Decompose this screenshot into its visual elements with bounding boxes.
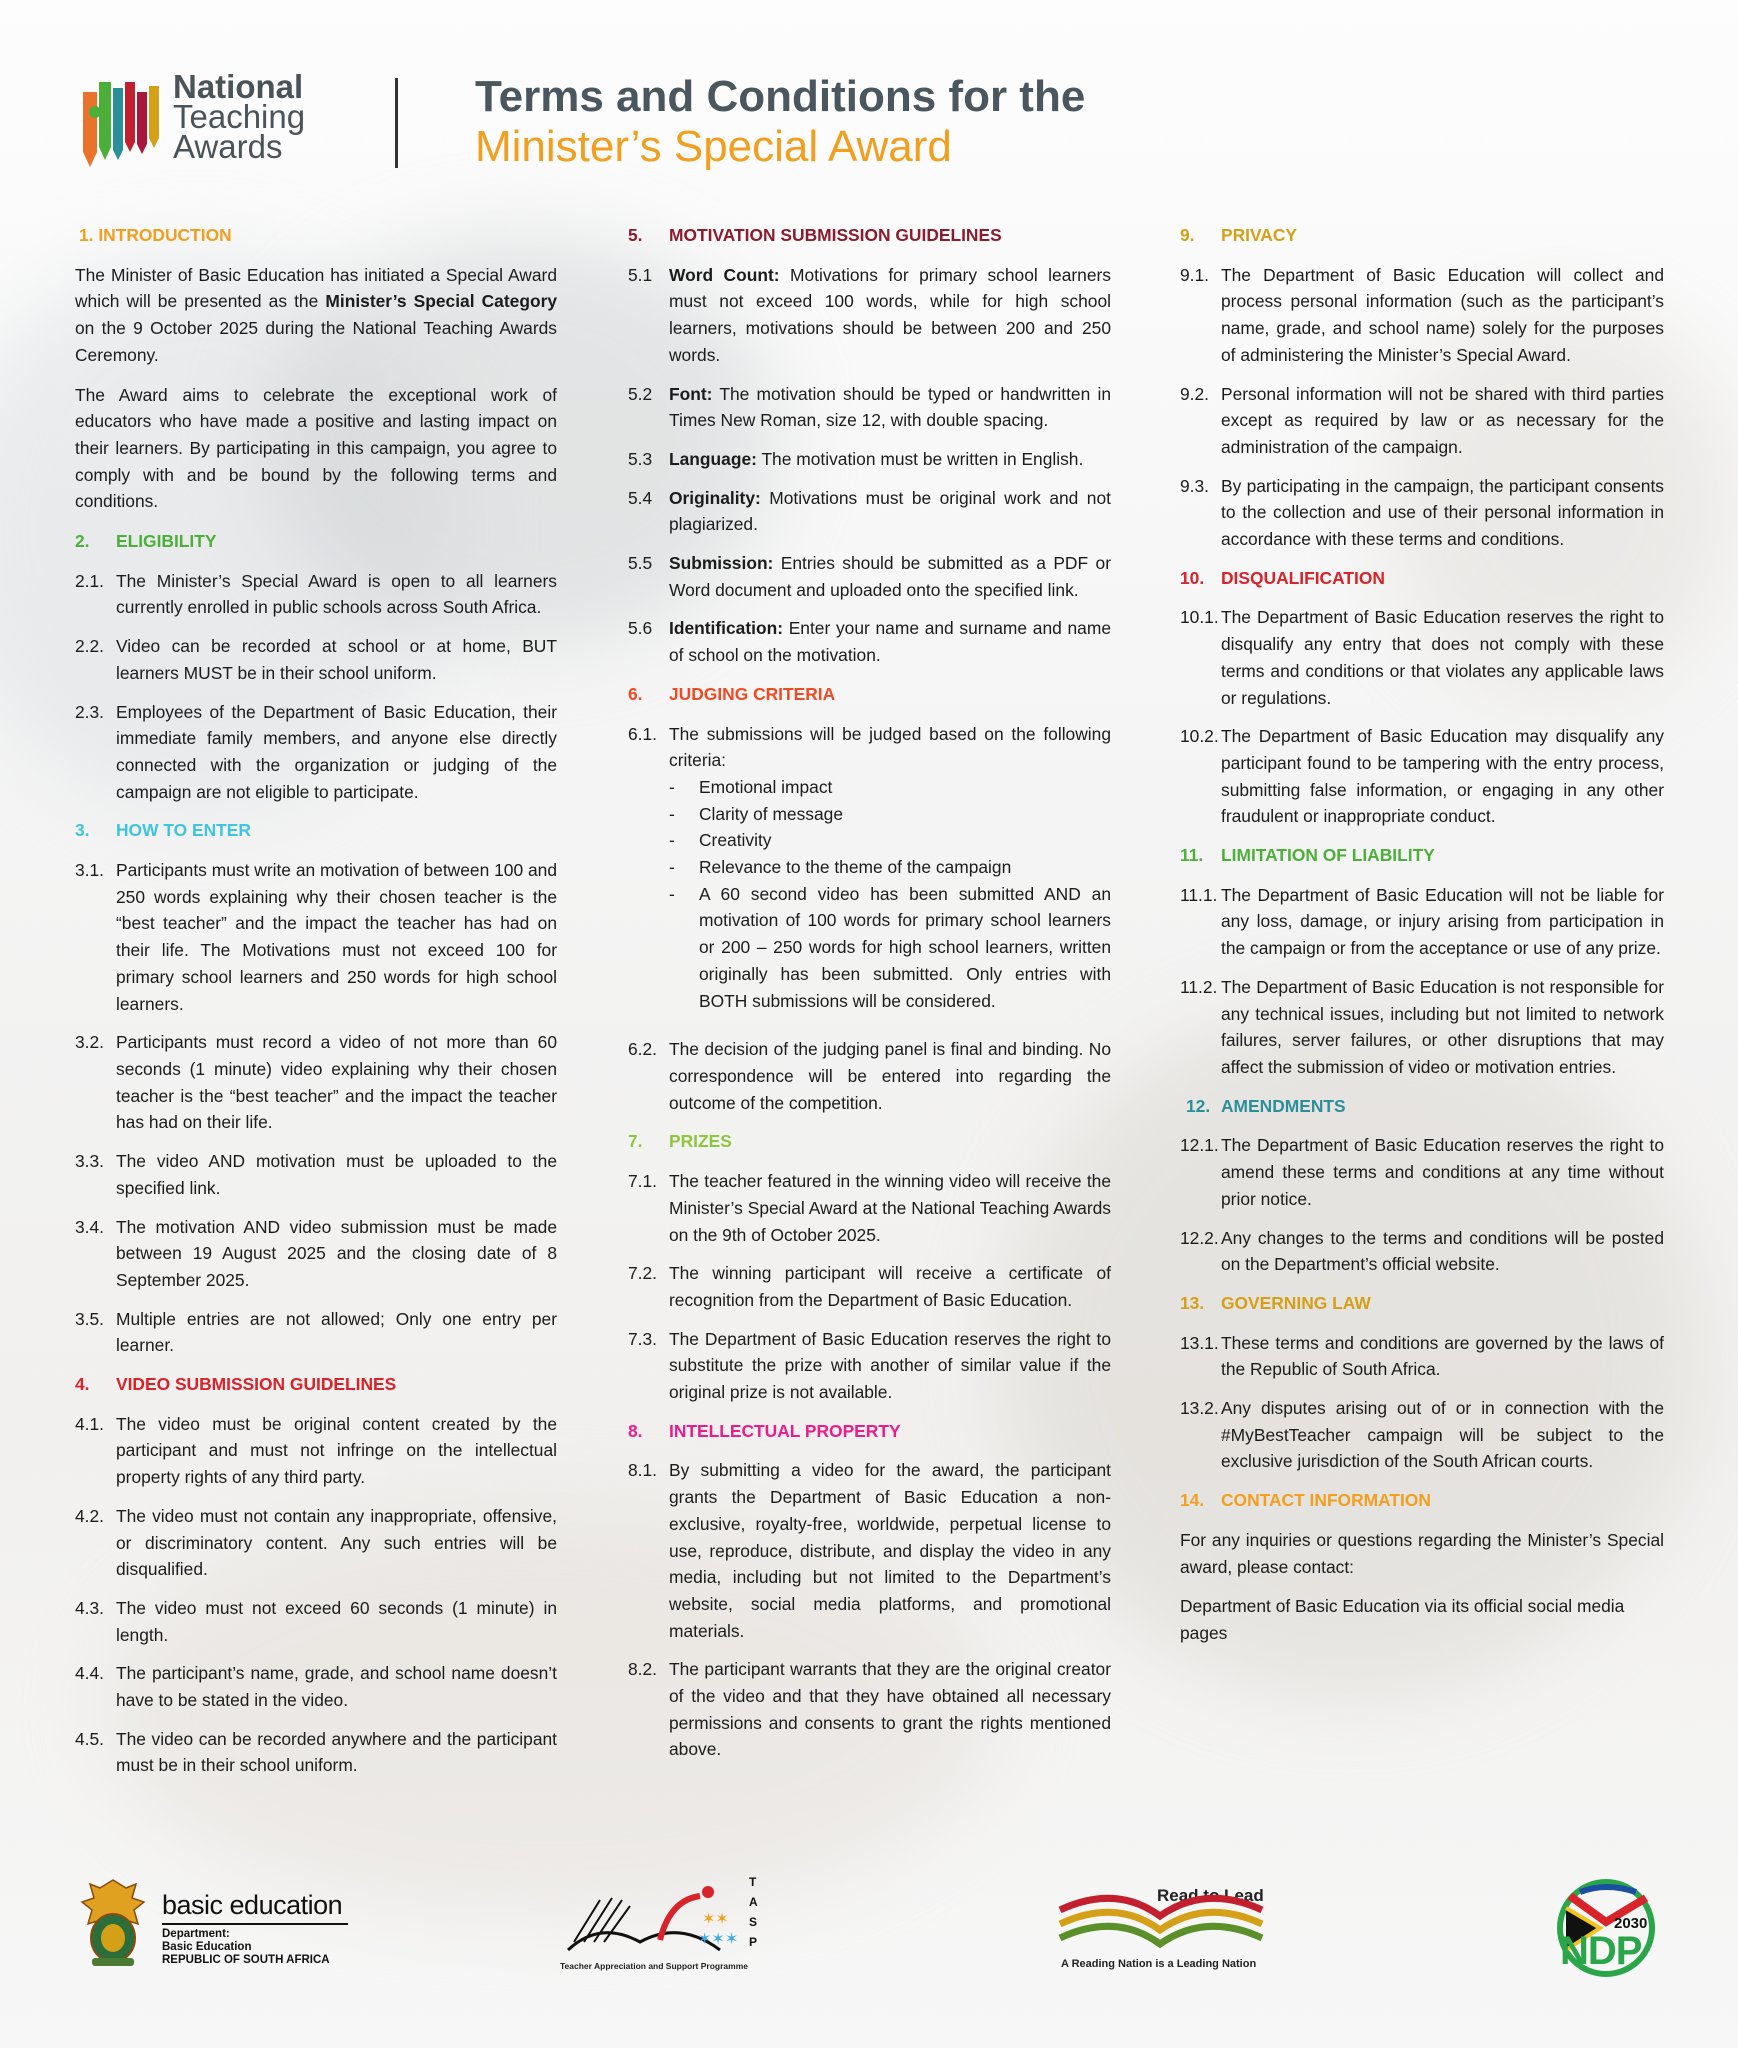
list-item: 3.5. Multiple entries are not allowed; Only one entry per learner. (75, 1308, 557, 1356)
list-item: 4.3. The video must not exceed 60 seconds (1 minute) in length. (75, 1597, 557, 1645)
section-heading-disqualification: 10. DISQUALIFICATION (1180, 567, 1385, 588)
list-item: 4.5. The video can be recorded anywhere and the participant must be in their school uniform. (75, 1728, 557, 1776)
list-item: 3.4. The motivation AND video submission must be made between 19 August 2025 and the closing date of 8 September 2025. (75, 1216, 557, 1290)
list-item: 5.5 Submission: Entries should be submitted as a PDF or Word document and uploaded onto the specified link. (628, 553, 1111, 600)
intro-paragraph-1: The Minister of Basic Education has initiated a Special Award which will be presented as the Minister’s Special Category on the 9 October 2025 during the National Teaching Awards Ceremony. (75, 264, 558, 365)
list-item: 2.3. Employees of the Department of Basic Education, their immediate family members, and anyone else directly connected with the organization or judging of the campaign are not eligible to participate. (75, 701, 557, 802)
tasp-caption: Teacher Appreciation and Support Programme (560, 1961, 748, 1971)
read-to-lead-title: Read to Lead (1157, 1886, 1264, 1905)
list-item: 5.3 Language: The motivation must be written in English. (628, 448, 1084, 469)
list-item: 11.2. The Department of Basic Education is not responsible for any technical issues, including but not limited to network failures, server failures, or other disruptions that may affect the submission of video or motivation entries. (1180, 976, 1664, 1077)
list-item: 6.1. The submissions will be judged based on the following criteria: - Emotional impact - Clarity of message - Creativity - Relevance to the theme of the campaign - A 60 second video has been submitted AND an motivation of 100 words for primary school learners or 200 – 250 words for high school learners, written originally has been submitted. Only entries with BOTH submissions will be considered. (628, 721, 1111, 1015)
list-item: 12.2. Any changes to the terms and conditions will be posted on the Department’s official website. (1180, 1227, 1664, 1275)
list-item: 11.1. The Department of Basic Education will not be liable for any loss, damage, or injury arising from participation in the campaign or from the acceptance or use of any prize. (1180, 884, 1664, 959)
section-heading-contact: 14. CONTACT INFORMATION (1180, 1490, 1431, 1511)
list-item: 3.2. Participants must record a video of not more than 60 seconds (1 minute) video explaining why their chosen teacher is the “best teacher” and the impact the teacher has had on their life. (75, 1032, 557, 1133)
list-item: 9.1. The Department of Basic Education will collect and process personal information (such as the participant’s name, grade, and school name) solely for the purposes of administering the Minister’s Special Award. (1180, 264, 1664, 365)
criteria-item: - Clarity of message (669, 803, 844, 824)
list-item: 7.2. The winning participant will receive a certificate of recognition from the Department of Basic Education. (628, 1263, 1111, 1310)
section-heading-liability: 11. LIMITATION OF LIABILITY (1180, 845, 1435, 866)
page-subtitle: Minister’s Special Award (475, 122, 952, 171)
section-heading-prizes: 7. PRIZES (628, 1131, 732, 1152)
read-to-lead-caption: A Reading Nation is a Leading Nation (1061, 1958, 1257, 1970)
list-item: 8.2. The participant warrants that they are the original creator of the video and that they have obtained all necessary permissions and consents to grant the rights mentioned above. (628, 1659, 1111, 1760)
list-item: 12.1. The Department of Basic Education reserves the right to amend these terms and conditions at any time without prior notice. (1180, 1135, 1664, 1209)
svg-text:✶✶: ✶✶ (702, 1909, 729, 1928)
list-item: 4.2. The video must not contain any inappropriate, offensive, or discriminatory content. Any such entries will be disqualified. (75, 1505, 557, 1580)
tasp-book-icon (560, 1880, 740, 1960)
criteria-item: - A 60 second video has been submitted AND an motivation of 100 words for primary school learners or 200 – 250 words for high school learners, written originally has been submitted. Only entries with BOTH submissions will be considered. (669, 883, 1111, 1011)
column-1 (75, 222, 557, 1791)
dbe-logo-text: Department: Basic Education REPUBLIC OF SOUTH AFRICA (162, 1928, 330, 1966)
list-item: 7.1. The teacher featured in the winning video will receive the Minister’s Special Award at the National Teaching Awards on the 9th of October 2025. (628, 1171, 1111, 1245)
logo-awards: Awards (173, 128, 283, 165)
list-item: 5.4 Originality: Motivations must be original work and not plagiarized. (628, 487, 1111, 535)
dbe-logo-title: basic education (162, 1890, 343, 1920)
criteria-item: - Relevance to the theme of the campaign (669, 857, 1012, 878)
criteria-item: - Creativity (669, 830, 772, 851)
contact-paragraph-1: For any inquiries or questions regarding the Minister’s Special award, please contact: (1180, 1529, 1664, 1577)
list-item: 5.1 Word Count: Motivations for primary school learners must not exceed 100 words, while for high school learners, motivations should be between 200 and 250 words. (628, 264, 1111, 365)
svg-text:✶✶✶: ✶✶✶ (698, 1929, 739, 1948)
list-item: 9.3. By participating in the campaign, the participant consents to the collection and use of their personal information in accordance with these terms and conditions. (1180, 475, 1664, 550)
list-item: 4.1. The video must be original content created by the participant and must not infringe on the intellectual property rights of any third party. (75, 1413, 557, 1488)
pencils-icon (75, 52, 165, 172)
section-heading-motivation-guidelines: 5. MOTIVATION SUBMISSION GUIDELINES (628, 225, 1002, 245)
list-item: 5.2 Font: The motivation should be typed or handwritten in Times New Roman, size 12, with double spacing. (628, 383, 1111, 431)
section-heading-how-to-enter: 3. HOW TO ENTER (75, 820, 251, 841)
list-item: 7.3. The Department of Basic Education reserves the right to substitute the prize with another of similar value if the original prize is not available. (628, 1328, 1111, 1403)
coat-of-arms-icon (74, 1876, 152, 1968)
section-heading-privacy: 9. PRIVACY (1180, 225, 1298, 245)
list-item: 8.1. By submitting a video for the award, the participant grants the Department of Basic Education a non-exclusive, royalty-free, worldwide, perpetual license to use, reproduce, distribute, and display the video in any media, including but not limited to the Department’s website, social media platforms, and promotional materials. (628, 1460, 1111, 1641)
column-2 (628, 222, 1111, 1775)
header-divider (395, 78, 398, 168)
list-item: 6.2. The decision of the judging panel is final and binding. No correspondence will be entered into regarding the outcome of the competition. (628, 1039, 1111, 1113)
list-item: 10.1. The Department of Basic Education reserves the right to disqualify any entry that does not comply with these terms and conditions or that violates any applicable laws or regulations. (1180, 607, 1664, 708)
national-teaching-awards-logo (75, 52, 395, 172)
section-heading-video-guidelines: 4. VIDEO SUBMISSION GUIDELINES (75, 1374, 397, 1395)
page-title: Terms and Conditions for the (475, 72, 1086, 121)
list-item: 9.2. Personal information will not be shared with third parties except as required by law or as necessary for the administration of the campaign. (1180, 383, 1664, 457)
tasp-letters: T A S P (749, 1875, 758, 1949)
intro-paragraph-2: The Award aims to celebrate the exceptional work of educators who have made a positive and lasting impact on their learners. By participating in this campaign, you agree to comply with and be bound by the following terms and conditions. (75, 384, 557, 512)
section-heading-intellectual-property: 8. INTELLECTUAL PROPERTY (628, 1420, 901, 1441)
list-item: 5.6 Identification: Enter your name and surname and name of school on the motivation. (628, 618, 1111, 666)
column-3 (1180, 222, 1664, 1660)
section-heading-judging-criteria: 6. JUDGING CRITERIA (628, 683, 836, 704)
read-to-lead-book-icon (1056, 1880, 1266, 1958)
list-item: 4.4. The participant’s name, grade, and school name doesn’t have to be stated in the video. (75, 1663, 557, 1711)
contact-paragraph-2: Department of Basic Education via its official social media pages (1180, 1596, 1625, 1643)
section-heading-governing-law: 13. GOVERNING LAW (1180, 1292, 1371, 1313)
logo-teaching: Teaching (173, 98, 306, 135)
criteria-item: - Emotional impact (669, 776, 833, 797)
list-item: 13.2. Any disputes arising out of or in connection with the #MyBestTeacher campaign will be subject to the exclusive jurisdiction of the South African courts. (1180, 1398, 1664, 1472)
list-item: 13.1. These terms and conditions are governed by the laws of the Republic of South Africa. (1180, 1332, 1664, 1380)
section-heading-introduction: 1. INTRODUCTION (79, 225, 232, 245)
logo-national: National (173, 68, 304, 105)
dbe-logo-rule (162, 1923, 348, 1925)
list-item: 10.2. The Department of Basic Education may disqualify any participant found to be tampering with the entry process, submitting false information, or engaging in any other fraudulent or inappropriate conduct. (1180, 726, 1664, 827)
section-heading-amendments: 12. AMENDMENTS (1186, 1095, 1346, 1116)
list-item: 3.1. Participants must write an motivation of between 100 and 250 words explaining why their chosen teacher is the “best teacher” and the impact the teacher has had on their life. The Motivations must not exceed 100 for primary school learners and 250 words for high school learners. (75, 860, 557, 1014)
list-item: 2.1. The Minister’s Special Award is open to all learners currently enrolled in public schools across South Africa. (75, 570, 557, 618)
list-item: 2.2. Video can be recorded at school or at home, BUT learners MUST be in their school uniform. (75, 636, 557, 683)
section-heading-eligibility: 2. ELIGIBILITY (75, 531, 217, 552)
list-item: 3.3. The video AND motivation must be uploaded to the specified link. (75, 1151, 557, 1198)
ndp-logo-text: NDP (1560, 1929, 1642, 1973)
ndp-year: 2030 (1614, 1915, 1648, 1932)
